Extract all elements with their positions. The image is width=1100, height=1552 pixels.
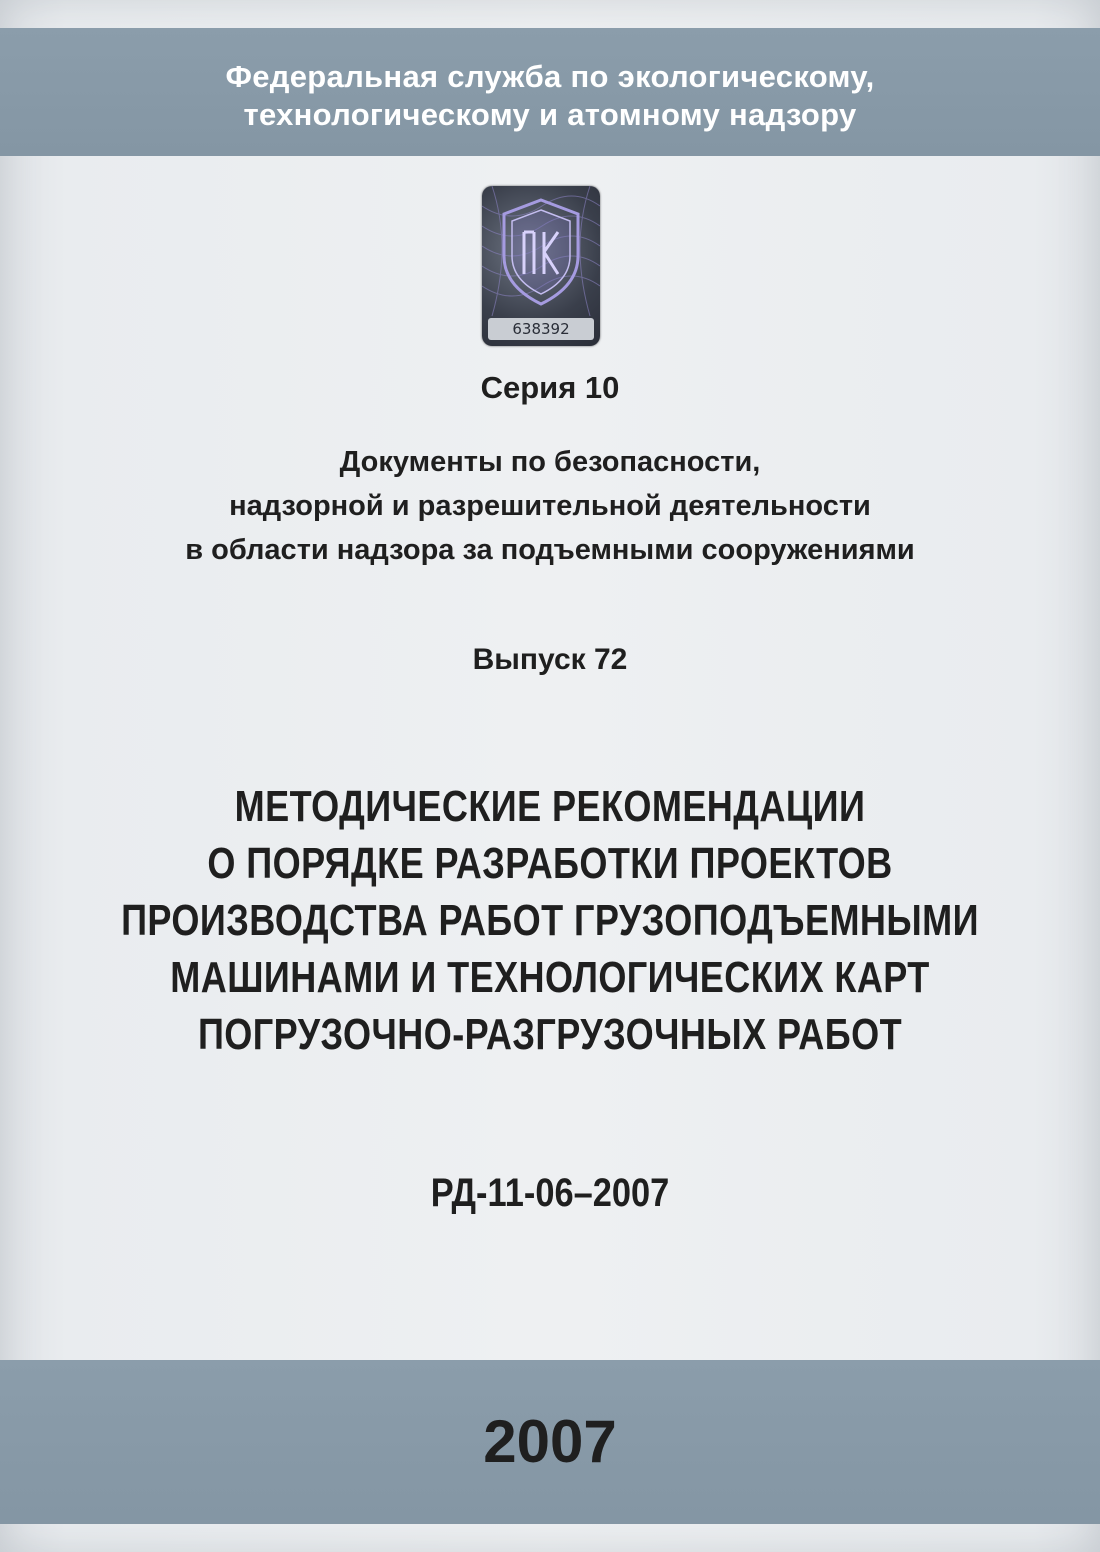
agency-line-1: Федеральная служба по экологическому, [225, 59, 875, 94]
series-description [0, 440, 1100, 572]
title-line: ПРОИЗВОДСТВА РАБОТ ГРУЗОПОДЪЕМНЫМИ [121, 896, 979, 945]
hologram-serial-number: 638392 [488, 318, 594, 340]
title-line: О ПОРЯДКЕ РАЗРАБОТКИ ПРОЕКТОВ [207, 839, 893, 888]
title-line: МАШИНАМИ И ТЕХНОЛОГИЧЕСКИХ КАРТ [170, 953, 930, 1002]
document-title [99, 778, 1001, 1063]
series-description-line: надзорной и разрешительной деятельности [229, 490, 871, 522]
title-line: МЕТОДИЧЕСКИЕ РЕКОМЕНДАЦИИ [234, 782, 866, 831]
agency-line-2: технологическому и атомному надзору [243, 97, 857, 132]
agency-name [0, 58, 1100, 134]
series-description-line: Документы по безопасности, [339, 446, 761, 478]
publication-year: 2007 [483, 1408, 617, 1475]
document-code: РД-11-06–2007 [430, 1171, 670, 1215]
series-label: Серия 10 [480, 370, 620, 405]
issue-number: Выпуск 72 [472, 643, 628, 676]
series-description-line: в области надзора за подъемными сооружениями [185, 534, 915, 566]
title-line: ПОГРУЗОЧНО-РАЗГРУЗОЧНЫХ РАБОТ [197, 1010, 903, 1059]
hologram-sticker [482, 186, 600, 346]
